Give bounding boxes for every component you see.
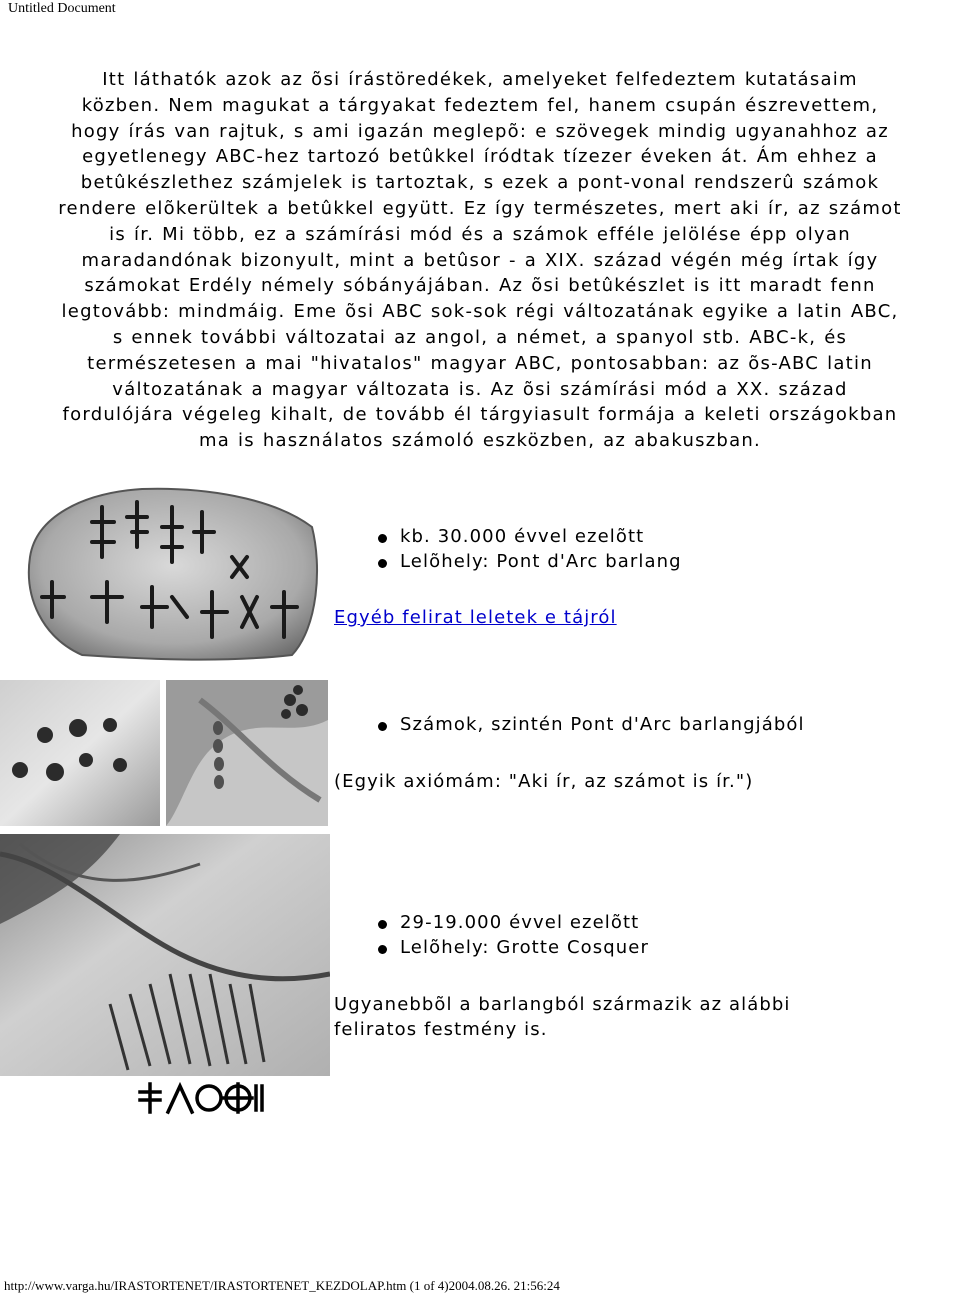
- intro-line: egyetlenegy ABC-hez tartozó betûkkel íródtak tízezer éveken át. Ám ehhez a: [82, 146, 878, 168]
- intro-line: számokat Erdély némely sóbányájában. Az õsi betûkészlet is itt maradt fenn: [84, 275, 876, 297]
- intro-paragraph: [0, 67, 960, 454]
- list-item: Lelõhely: Pont d'Arc barlang: [374, 549, 682, 574]
- intro-line: változatának a magyar változata is. Az õsi számírási mód a XX. század: [112, 378, 848, 400]
- intro-line: s ennek további változatai az angol, a német, a spanyol stb. ABC-k, és: [112, 326, 848, 348]
- intro-line: legtovább: mindmáig. Eme õsi ABC sok-sok régi változatának egyike a latin ABC,: [61, 301, 899, 323]
- intro-line: Itt láthatók azok az õsi írástöredékek, amelyeket felfedeztem kutatásaim: [102, 69, 858, 90]
- cosquer-description-line1: Ugyanebbõl a barlangból származik az alábbi: [334, 994, 791, 1015]
- footer-url: http://www.varga.hu/IRASTORTENET/IRASTORTENET_KEZDOLAP.htm (1 of 4)2004.08.26. 21:56:24: [4, 1278, 560, 1293]
- cave-dots-photo: [0, 680, 328, 826]
- other-inscriptions-link[interactable]: Egyéb felirat leletek e tájról: [334, 607, 617, 628]
- cosquer-cave-engraving-photo: [0, 834, 330, 1076]
- document-title: Untitled Document: [8, 1, 116, 16]
- ancient-symbols-image: [138, 1080, 264, 1116]
- cave-dots-info-list: [374, 712, 805, 737]
- intro-line: is ír. Mi több, ez a számírási mód és a számok efféle jelölése épp olyan: [109, 223, 851, 245]
- intro-line: fordulójára végeleg kihalt, de tovább él tárgyiasult formája a keleti országokban: [62, 404, 898, 426]
- intro-line: maradandónak bizonyult, mint a betûsor - a XIX. század végén még írtak így: [81, 249, 879, 271]
- intro-line: betûkészlethez számjelek is tartoztak, s ezek a pont-vonal rendszerû számok: [80, 172, 880, 194]
- intro-line: természetesen a mai "hivatalos" magyar ABC, pontosabban: az õs-ABC latin: [87, 352, 873, 374]
- list-item: kb. 30.000 évvel ezelõtt: [374, 524, 682, 549]
- intro-line: hogy írás van rajtuk, s ami igazán meglepõ: e szövegek mindig ugyanahhoz az: [71, 120, 889, 142]
- list-item: 29-19.000 évvel ezelõtt: [374, 910, 649, 935]
- stone-info-list: [374, 524, 682, 574]
- list-item: Számok, szintén Pont d'Arc barlangjából: [374, 712, 805, 737]
- list-item: Lelõhely: Grotte Cosquer: [374, 935, 649, 960]
- cosquer-info-list: [374, 910, 649, 960]
- intro-line: rendere elõkerültek a betûkkel együtt. Ez így természetes, mert aki ír, az számot: [58, 197, 902, 219]
- axiom-note: (Egyik axiómám: "Aki ír, az számot is ír."): [334, 771, 754, 792]
- intro-line: ma is használatos számoló eszközben, az abakuszban.: [198, 430, 762, 452]
- intro-line: közben. Nem magukat a tárgyakat fedeztem fel, hanem csupán észrevettem,: [81, 94, 879, 116]
- cosquer-description-line2: feliratos festmény is.: [334, 1019, 548, 1040]
- engraved-stone-image: [22, 487, 322, 663]
